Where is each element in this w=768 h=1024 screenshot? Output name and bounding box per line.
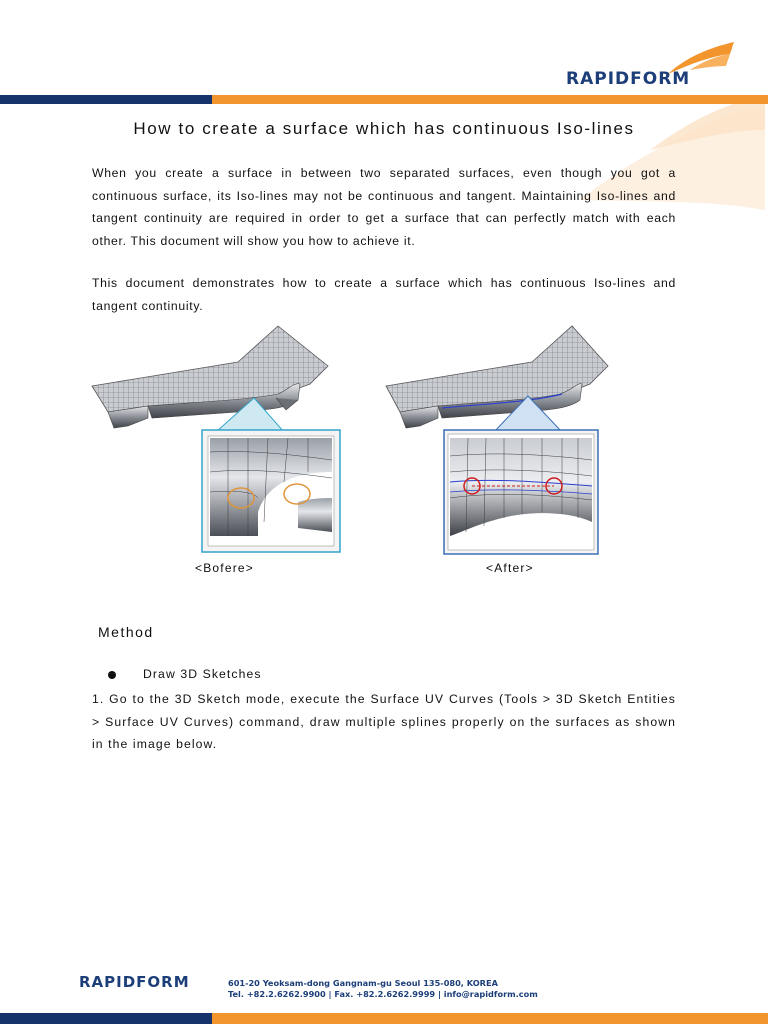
method-heading: Method xyxy=(98,624,154,640)
page-title: How to create a surface which has continuous Iso-lines xyxy=(133,119,635,138)
bullet-icon xyxy=(108,671,116,679)
intro-paragraph: When you create a surface in between two separated surfaces, even though you got a continuous surface, its Iso-lines may not be continuous and tangent. Maintaining Iso-lines and tangent continuity are required in order to get a surface that can perfectly match with each other. This document will show you how to achieve it. xyxy=(92,166,676,248)
demo-paragraph: This document demonstrates how to create a surface which has continuous Iso-lines and tangent continuity. xyxy=(92,276,676,313)
footer-bar-orange xyxy=(212,1013,768,1024)
figure-before xyxy=(88,322,348,558)
header-brand: RAPIDFORM xyxy=(566,69,691,89)
after-caption: <After> xyxy=(486,561,534,575)
header-bar-navy xyxy=(0,95,212,104)
figure-after xyxy=(382,322,622,558)
bullet-text: Draw 3D Sketches xyxy=(143,667,262,681)
step1-paragraph: 1. Go to the 3D Sketch mode, execute the Surface UV Curves (Tools > 3D Sketch Entities > Surface UV Curves) command, draw multiple splines properly on the surfaces as shown in the image below. xyxy=(92,692,676,751)
header-bar-orange xyxy=(212,95,768,104)
footer-address: 601-20 Yeoksam-dong Gangnam-gu Seoul 135-080, KOREA xyxy=(228,978,498,988)
footer-contact: Tel. +82.2.6262.9900 | Fax. +82.2.6262.9999 | info@rapidform.com xyxy=(228,989,538,999)
footer-bar-navy xyxy=(0,1013,212,1024)
footer-brand: RAPIDFORM xyxy=(79,973,190,991)
before-caption: <Bofere> xyxy=(195,561,254,575)
